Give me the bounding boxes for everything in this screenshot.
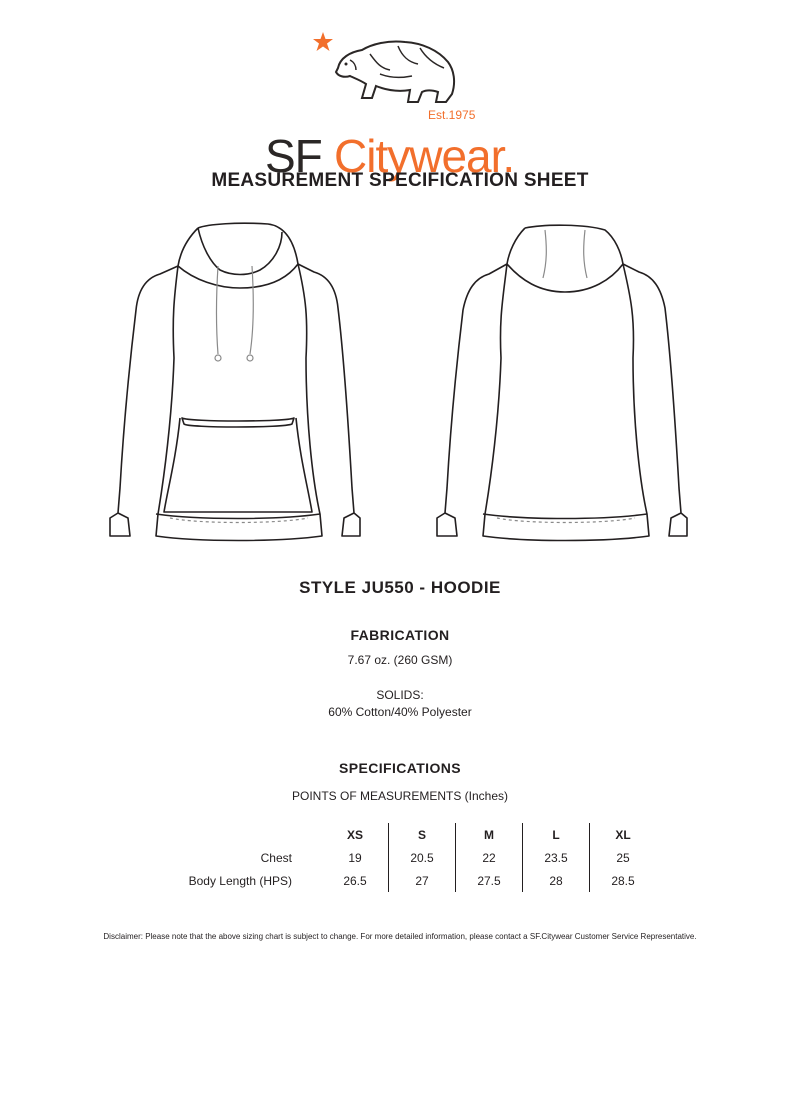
sheet-title: MEASUREMENT SPECIFICATION SHEET [211, 170, 589, 191]
brand-name-prefix: SF [265, 130, 322, 182]
table-cell: 28.5 [590, 869, 657, 892]
table-cell: 26.5 [343, 873, 367, 888]
table-cell: 28 [523, 869, 590, 892]
table-cell: 27.5 [456, 869, 523, 892]
row-label: Body Length (HPS) [188, 873, 292, 888]
size-header: XL [590, 823, 657, 846]
table-cell: 20.5 [389, 846, 456, 869]
style-title: STYLE JU550 - HOODIE [299, 578, 501, 597]
table-cell: 25 [590, 846, 657, 869]
table-cell: 19 [348, 850, 362, 865]
table-row [160, 869, 656, 892]
size-header-spacer [160, 823, 322, 846]
size-header: M [456, 823, 523, 846]
table-cell: 23.5 [523, 846, 590, 869]
disclaimer: Disclaimer: Please note that the above sizing chart is subject to change. For more detailed information, please contact a SF.Citywear Customer Service Representative. [103, 932, 697, 941]
solids-label: SOLIDS: [376, 688, 424, 702]
table-cell: 22 [456, 846, 523, 869]
points-of-measurement-label: POINTS OF MEASUREMENTS (Inches) [291, 789, 509, 803]
brand-name-main: Citywear. [334, 130, 515, 182]
size-table [160, 823, 656, 892]
fabrication-title: FABRICATION [350, 627, 450, 643]
fabrication-weight: 7.67 oz. (260 GSM) [347, 653, 453, 667]
hoodie-front-sketch [98, 218, 378, 548]
bear-star-icon [310, 28, 460, 108]
solids-content: 60% Cotton/40% Polyester [328, 705, 472, 719]
size-header-row [160, 823, 656, 846]
hoodie-back-sketch [425, 218, 705, 548]
size-header: S [389, 823, 456, 846]
row-label: Chest [260, 850, 292, 865]
size-header: L [523, 823, 590, 846]
brand-established: Est.1975 [428, 108, 476, 122]
specifications-title: SPECIFICATIONS [338, 760, 462, 776]
table-cell: 27 [389, 869, 456, 892]
table-row [160, 846, 656, 869]
size-header: XS [346, 827, 363, 842]
